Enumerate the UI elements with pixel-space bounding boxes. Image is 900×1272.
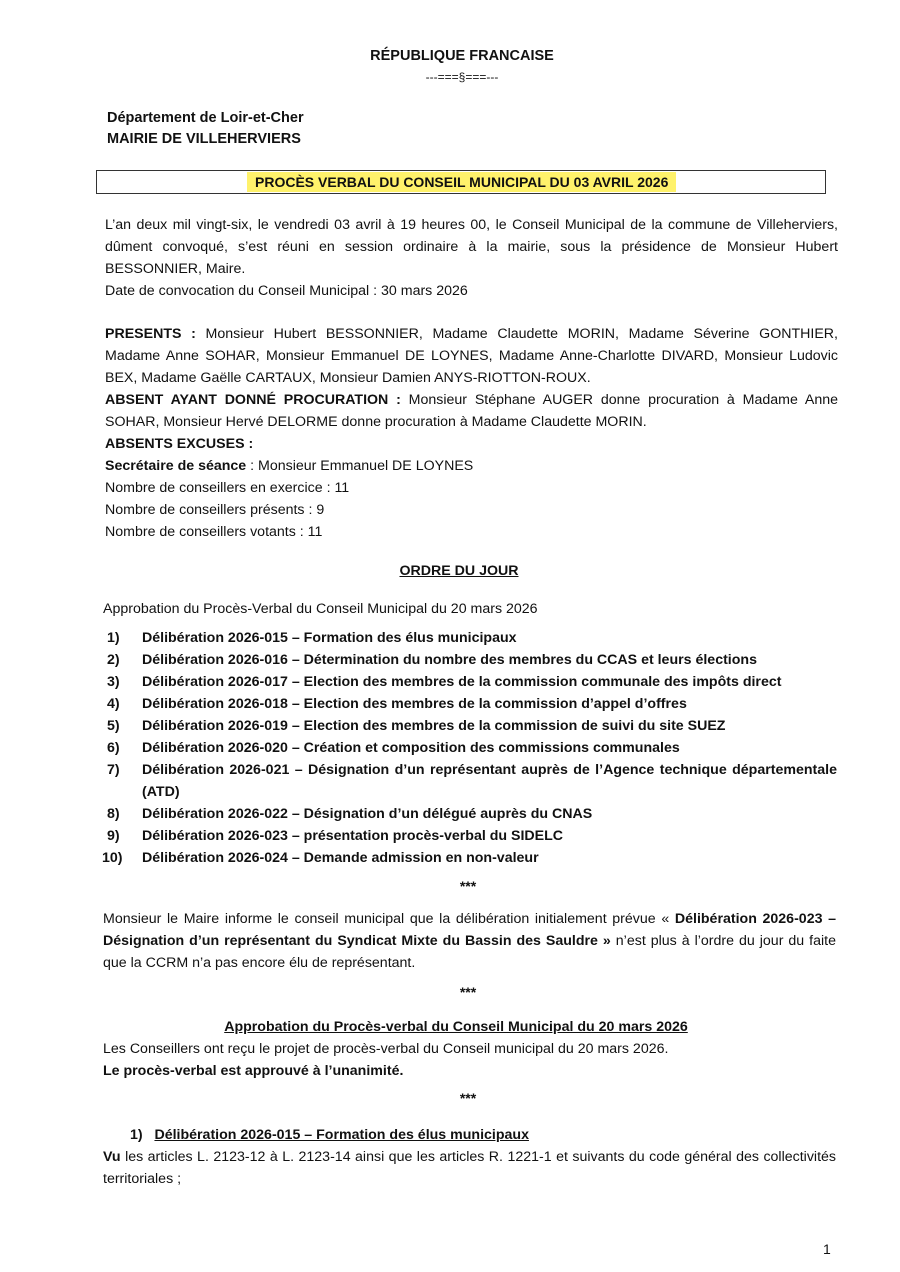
agenda-item [107,693,837,715]
deliberation-vu-paragraph [103,1146,836,1190]
agenda-item-text: Délibération 2026-023 – présentation procès-verbal du SIDELC [142,828,564,844]
section-separator: *** [459,1090,477,1106]
intro-section [105,214,838,302]
agenda-item-text: Délibération 2026-016 – Détermination du nombre des membres du CCAS et leurs élections [142,652,757,668]
vu-label: Vu [103,1149,121,1165]
mairie-name: MAIRIE DE VILLEHERVIERS [107,131,301,147]
header-separator: ---===§===--- [425,70,499,84]
title-box [96,170,826,194]
section-separator: *** [459,984,477,1000]
approval-text: Les Conseillers ont reçu le projet de procès-verbal du Conseil municipal du 20 mars 2026. [103,1041,669,1057]
section-separator: *** [459,878,477,894]
agenda-item-number: 2) [107,652,120,668]
maire-info-text: Monsieur le Maire informe le conseil municipal que la délibération initialement prévue « [103,911,675,927]
agenda-item-number: 10) [102,850,123,866]
agenda-item-text: Délibération 2026-015 – Formation des élus municipaux [142,630,517,646]
agenda-item-number: 7) [107,762,120,778]
procuration-paragraph [105,389,838,433]
excuses-label: ABSENTS EXCUSES : [105,436,254,452]
maire-info-paragraph [103,908,836,974]
count-votants: Nombre de conseillers votants : 11 [105,524,323,540]
attendance-section [105,323,838,543]
agenda-item-text: Délibération 2026-021 – Désignation d’un représentant auprès de l’Agence technique départementale (ATD) [142,762,837,800]
intro-paragraph: L’an deux mil vingt-six, le vendredi 03 avril à 19 heures 00, le Conseil Municipal de la commune de Villeherviers, dûment convoqué, s’est réuni en session ordinaire à la mairie, sous la présidence de Monsieur Hubert BESSONNIER, Maire. [105,217,838,277]
count-exercice: Nombre de conseillers en exercice : 11 [105,480,350,496]
presents-paragraph [105,323,838,389]
vu-text: les articles L. 2123-12 à L. 2123-14 ainsi que les articles R. 1221-1 et suivants du code général des collectivités territoriales ; [103,1149,836,1187]
agenda-item [107,715,837,737]
issuer-block [107,108,304,150]
procuration-label: ABSENT AYANT DONNÉ PROCURATION : [105,392,401,408]
maire-info-text-end: n’est plus à l’ordre du jour du faite que la CCRM n’a pas encore élu de représentant. [103,933,836,971]
presents-label: PRESENTS : [105,326,196,342]
deliberation-number: 1) [130,1127,143,1143]
deliberation-heading [130,1124,529,1146]
agenda-item [107,671,837,693]
agenda-item-text: Délibération 2026-020 – Création et composition des commissions communales [142,740,680,756]
agenda-item-number: 5) [107,718,120,734]
approval-result: Le procès-verbal est approuvé à l’unanimité. [103,1063,404,1079]
department-name: Département de Loir-et-Cher [107,110,304,126]
agenda-item-text: Délibération 2026-022 – Désignation d’un délégué auprès du CNAS [142,806,593,822]
agenda-item-text: Délibération 2026-019 – Election des membres de la commission de suivi du site SUEZ [142,718,726,734]
approval-section [103,1038,836,1082]
secretary-line [105,455,838,477]
count-presents: Nombre de conseillers présents : 9 [105,502,325,518]
agenda-item-number: 9) [107,828,120,844]
agenda-item [107,759,837,803]
deliberation-title: Délibération 2026-015 – Formation des élus municipaux [154,1127,529,1143]
agenda-approval-item: Approbation du Procès-Verbal du Conseil Municipal du 20 mars 2026 [103,601,538,617]
maire-info-deliberation: Délibération 2026-023 – Désignation d’un représentant du Syndicat Mixte du Bassin des Sauldre » [103,911,837,949]
agenda-item [107,649,837,671]
agenda-item-text: Délibération 2026-017 – Election des membres de la commission communale des impôts direct [142,674,782,690]
page-number: 1 [823,1241,831,1257]
secretary-name: : Monsieur Emmanuel DE LOYNES [246,458,474,474]
agenda-list [102,627,837,869]
agenda-item-number: 4) [107,696,120,712]
agenda-item-number: 1) [107,630,120,646]
agenda-title: ORDRE DU JOUR [399,563,519,579]
approval-section-title: Approbation du Procès-verbal du Conseil Municipal du 20 mars 2026 [224,1019,688,1035]
page-title: PROCÈS VERBAL DU CONSEIL MUNICIPAL DU 03 AVRIL 2026 [247,172,676,192]
agenda-item-number: 3) [107,674,120,690]
republic-heading: RÉPUBLIQUE FRANCAISE [370,48,554,64]
convocation-date: Date de convocation du Conseil Municipal : 30 mars 2026 [105,283,468,299]
agenda-item-text: Délibération 2026-018 – Election des membres de la commission d’appel d’offres [142,696,687,712]
procuration-list: Monsieur Stéphane AUGER donne procuration à Madame Anne SOHAR, Monsieur Hervé DELORME donne procuration à Madame Claudette MORIN. [105,392,838,430]
agenda-item-number: 6) [107,740,120,756]
agenda-item [107,803,837,825]
agenda-item-number: 8) [107,806,120,822]
agenda-item [107,825,837,847]
agenda-item [107,737,837,759]
agenda-item [107,627,837,649]
agenda-item-text: Délibération 2026-024 – Demande admission en non-valeur [142,850,539,866]
agenda-item [102,847,837,869]
presents-list: Monsieur Hubert BESSONNIER, Madame Claudette MORIN, Madame Séverine GONTHIER, Madame Anne SOHAR, Monsieur Emmanuel DE LOYNES, Madame Anne-Charlotte DIVARD, Monsieur Ludovic BEX, Madame Gaëlle CARTAUX, Monsieur Damien ANYS-RIOTTON-ROUX. [105,326,838,386]
secretary-label: Secrétaire de séance [105,458,247,474]
